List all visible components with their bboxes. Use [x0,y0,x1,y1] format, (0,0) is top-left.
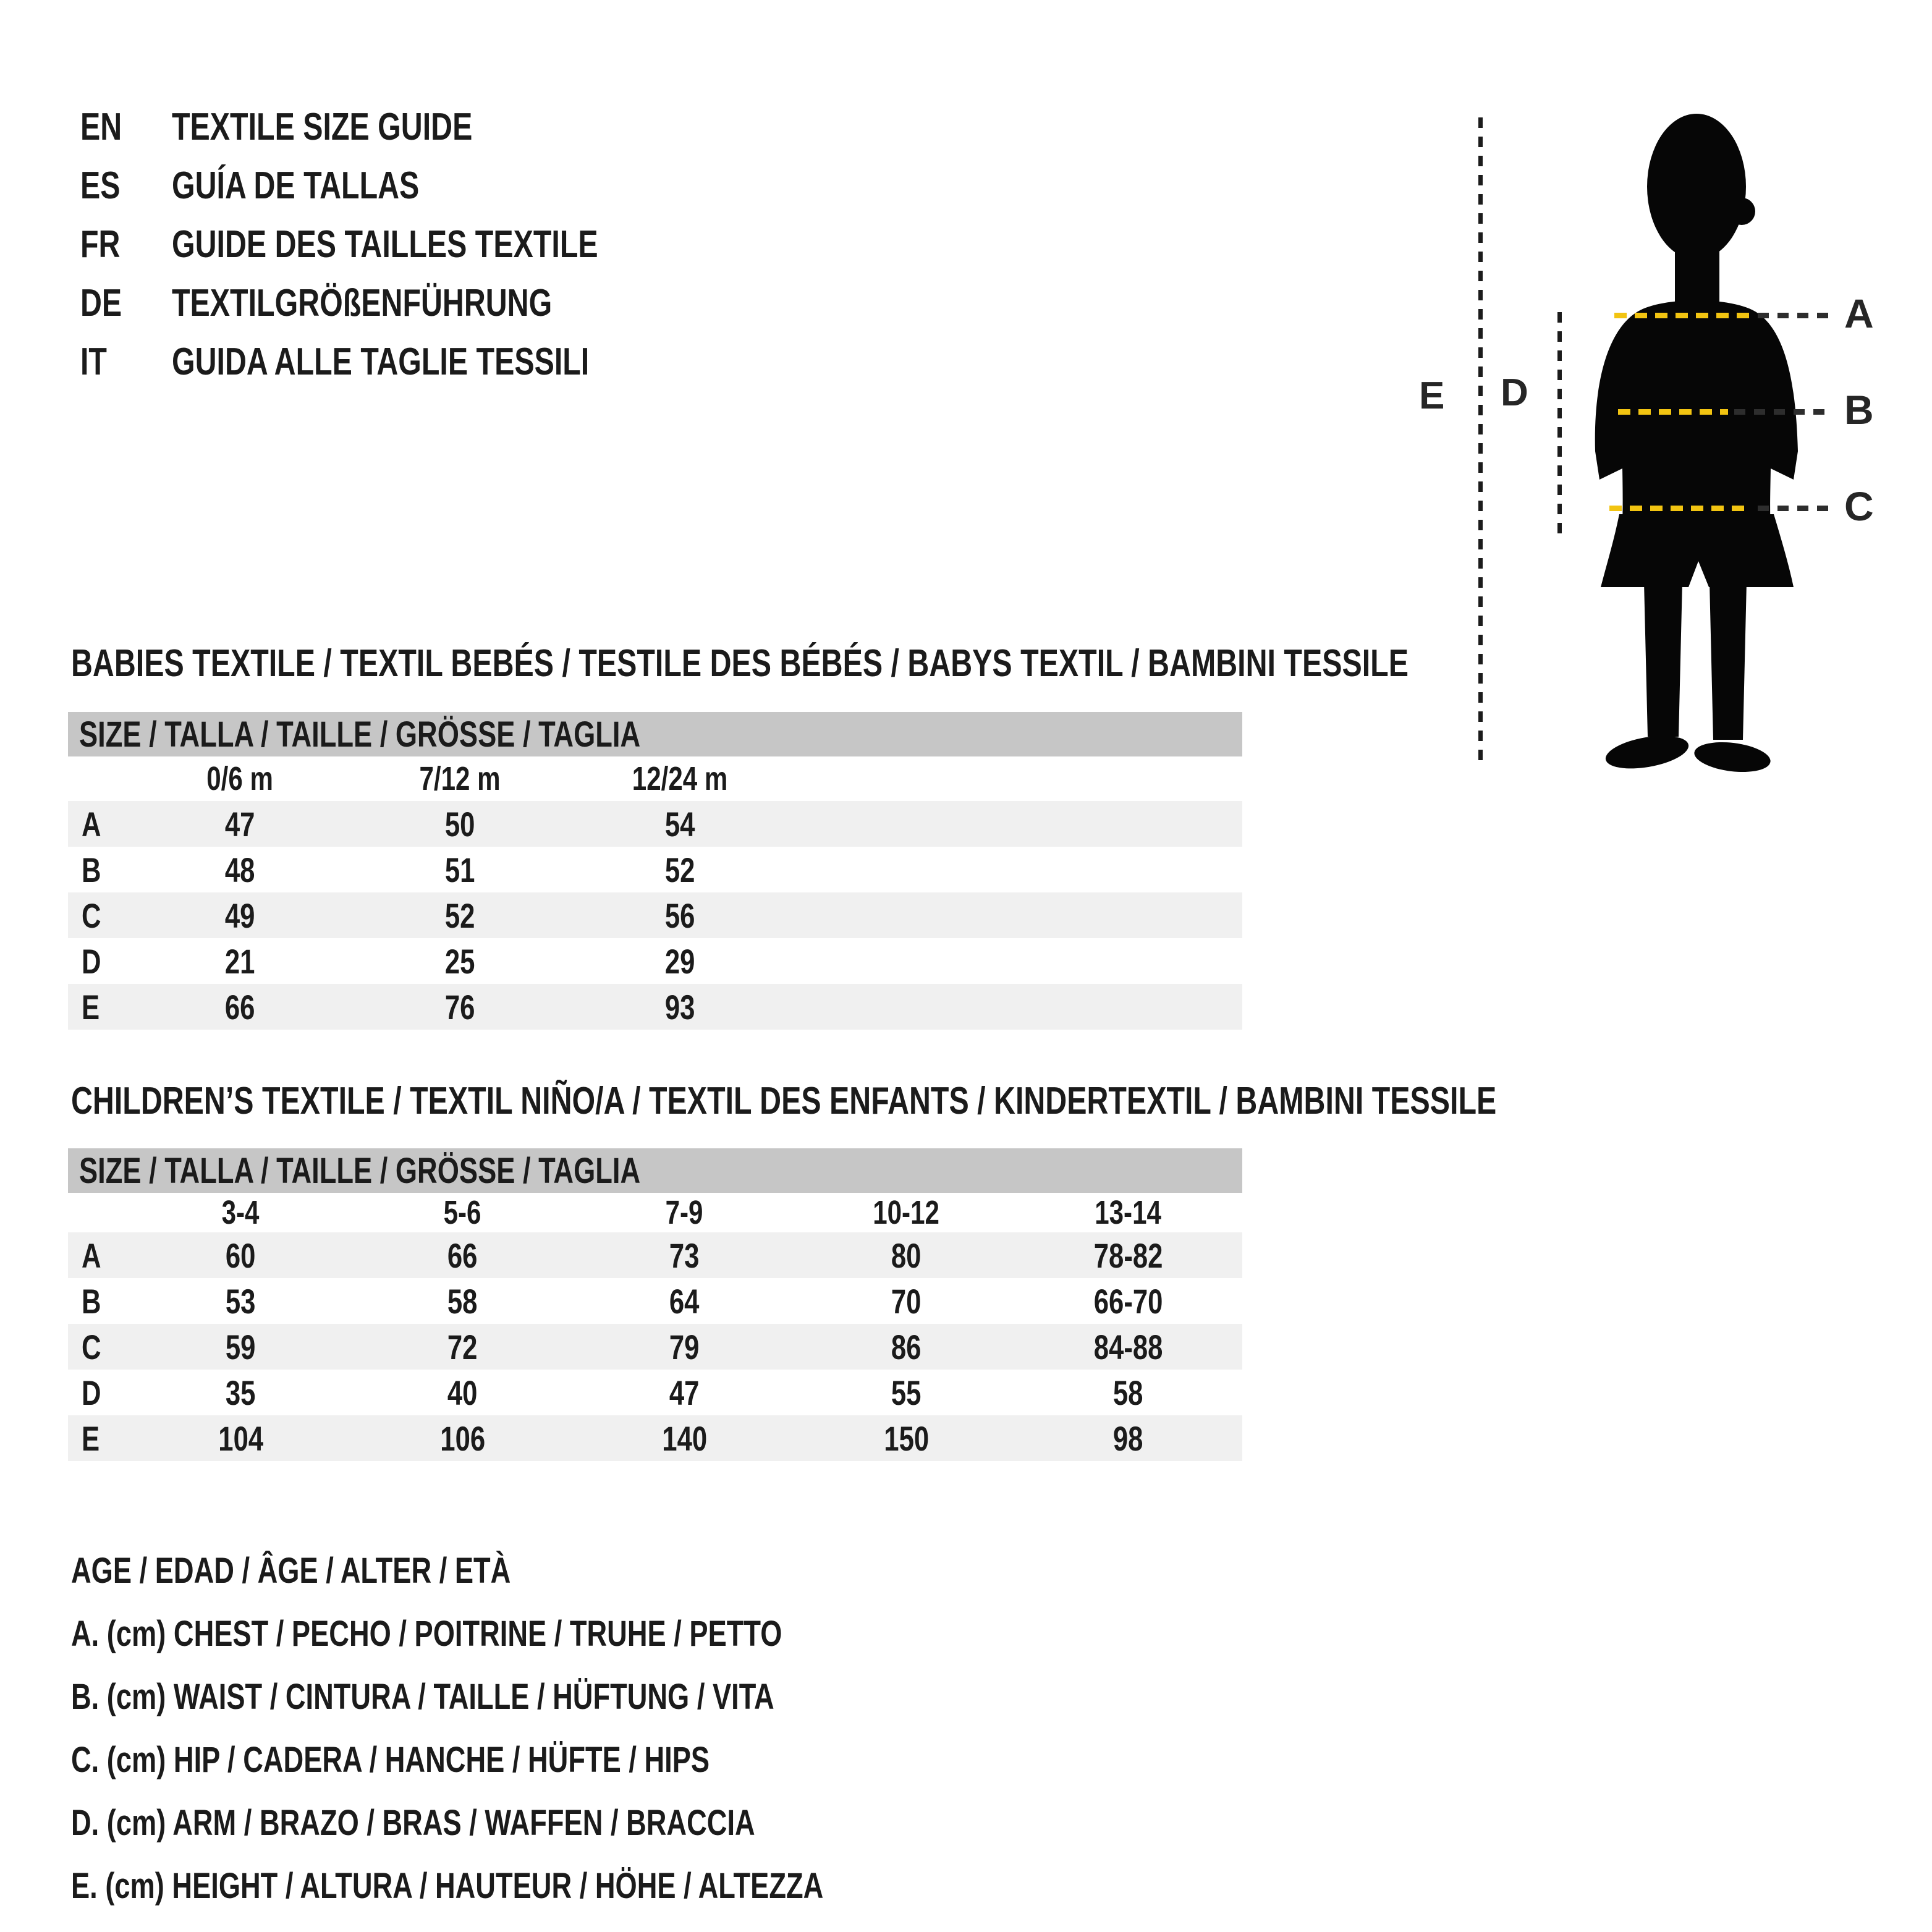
table-row [68,1324,1242,1370]
cell-value: 150 [884,1418,929,1458]
children-size-header-bar: SIZE / TALLA / TAILLE / GRÖSSE / TAGLIA [68,1148,1242,1193]
children-section-heading: CHILDREN’S TEXTILE / TEXTIL NIÑO/A / TEXTIL DES ENFANTS / KINDERTEXTIL / BAMBINI TESSILE [71,1080,1497,1122]
table-row [68,1278,1242,1324]
legend-line-height: E. (cm) HEIGHT / ALTURA / HAUTEUR / HÖHE / ALTEZZA [71,1865,824,1906]
cell-value: 47 [224,804,255,844]
language-row-it [80,333,718,391]
column-header: 0/6 m [206,760,273,797]
cell-value: 106 [440,1418,485,1458]
column-header: 7/12 m [419,760,501,797]
cell-value: 76 [444,987,475,1027]
row-letter: E [82,1418,100,1458]
cell-value: 52 [664,850,695,889]
table-row [68,1370,1242,1415]
language-code: FR [80,223,121,266]
column-header: 12/24 m [632,760,728,797]
legend-line-hip: C. (cm) HIP / CADERA / HANCHE / HÜFTE / HIPS [71,1739,710,1780]
cell-value: 98 [1113,1418,1143,1458]
cell-value: 60 [226,1235,256,1275]
legend-line-chest: A. (cm) CHEST / PECHO / POITRINE / TRUHE / PETTO [71,1613,782,1654]
chest-measure-line-a-yellow [1614,313,1752,318]
language-title: TEXTILE SIZE GUIDE [172,106,473,148]
row-letter: E [82,987,100,1027]
cell-value: 140 [662,1418,707,1458]
children-table [68,1193,1242,1461]
cell-value: 49 [224,896,255,935]
cell-value: 66 [447,1235,478,1275]
cell-value: 54 [664,804,695,844]
row-letter: B [82,1281,101,1321]
cell-value: 29 [664,941,695,981]
measure-label-b: B [1844,387,1874,433]
cell-value: 56 [664,896,695,935]
cell-value: 66 [224,987,255,1027]
language-list [80,98,718,391]
column-header: 3-4 [222,1194,260,1231]
cell-value: 66-70 [1093,1281,1163,1321]
language-code: DE [80,282,122,324]
language-title: GUIDE DES TAILLES TEXTILE [172,223,598,266]
measure-label-a: A [1844,290,1874,336]
cell-value: 52 [444,896,475,935]
table-row [68,1415,1242,1461]
legend-line-waist: B. (cm) WAIST / CINTURA / TAILLE / HÜFTUNG / VITA [71,1676,774,1717]
row-letter: C [82,1327,101,1366]
chest-measure-line-a-dark [1758,313,1832,318]
cell-value: 79 [669,1327,700,1366]
cell-value: 58 [1113,1373,1143,1412]
measure-label-c: C [1844,483,1874,529]
babies-size-header-bar: SIZE / TALLA / TAILLE / GRÖSSE / TAGLIA [68,712,1242,756]
row-letter: B [82,850,101,889]
waist-measure-line-b-dark [1734,409,1832,415]
measurement-legend [71,1539,1036,1917]
cell-value: 64 [669,1281,700,1321]
row-letter: A [82,804,101,844]
cell-value: 53 [226,1281,256,1321]
table-row [68,938,1242,984]
children-column-header-row [68,1193,1242,1232]
table-row [68,1232,1242,1278]
cell-value: 47 [669,1373,700,1412]
language-code: ES [80,164,121,207]
language-code: IT [80,341,107,383]
language-row-es [80,156,718,215]
language-title: TEXTILGRÖßENFÜHRUNG [172,282,553,324]
cell-value: 58 [447,1281,478,1321]
waist-measure-line-b-yellow [1618,409,1728,415]
arm-measure-line-d [1557,312,1562,533]
legend-line-arm: D. (cm) ARM / BRAZO / BRAS / WAFFEN / BRACCIA [71,1802,755,1843]
language-code: EN [80,106,122,148]
legend-line-age: AGE / EDAD / ÂGE / ALTER / ETÀ [71,1550,511,1591]
cell-value: 25 [444,941,475,981]
cell-value: 72 [447,1327,478,1366]
cell-value: 21 [224,941,255,981]
language-row-en [80,98,718,156]
row-letter: D [82,1373,101,1412]
cell-value: 73 [669,1235,700,1275]
cell-value: 59 [226,1327,256,1366]
cell-value: 93 [664,987,695,1027]
table-row [68,892,1242,938]
measure-label-e: E [1419,375,1445,417]
language-title: GUÍA DE TALLAS [172,164,420,207]
table-row [68,847,1242,892]
cell-value: 40 [447,1373,478,1412]
row-letter: C [82,896,101,935]
cell-value: 104 [218,1418,263,1458]
cell-value: 70 [891,1281,922,1321]
column-header: 10-12 [873,1194,940,1231]
cell-value: 35 [226,1373,256,1412]
language-row-fr [80,215,718,274]
table-row [68,984,1242,1030]
table-row [68,801,1242,847]
column-header: 13-14 [1095,1194,1162,1231]
cell-value: 51 [444,850,475,889]
hip-measure-line-c-yellow [1609,506,1752,511]
babies-section-heading: BABIES TEXTILE / TEXTIL BEBÉS / TESTILE DES BÉBÉS / BABYS TEXTIL / BAMBINI TESSILE [71,642,1409,685]
cell-value: 80 [891,1235,922,1275]
babies-table [68,756,1242,1030]
row-letter: A [82,1235,101,1275]
babies-column-header-row [68,756,1242,801]
language-row-de [80,274,718,333]
cell-value: 86 [891,1327,922,1366]
measure-label-d: D [1501,371,1528,414]
column-header: 7-9 [666,1194,703,1231]
hip-measure-line-c-dark [1758,506,1832,511]
cell-value: 55 [891,1373,922,1412]
column-header: 5-6 [444,1194,481,1231]
cell-value: 50 [444,804,475,844]
cell-value: 84-88 [1093,1327,1163,1366]
language-title: GUIDA ALLE TAGLIE TESSILI [172,341,590,383]
cell-value: 78-82 [1093,1235,1163,1275]
cell-value: 48 [224,850,255,889]
row-letter: D [82,941,101,981]
